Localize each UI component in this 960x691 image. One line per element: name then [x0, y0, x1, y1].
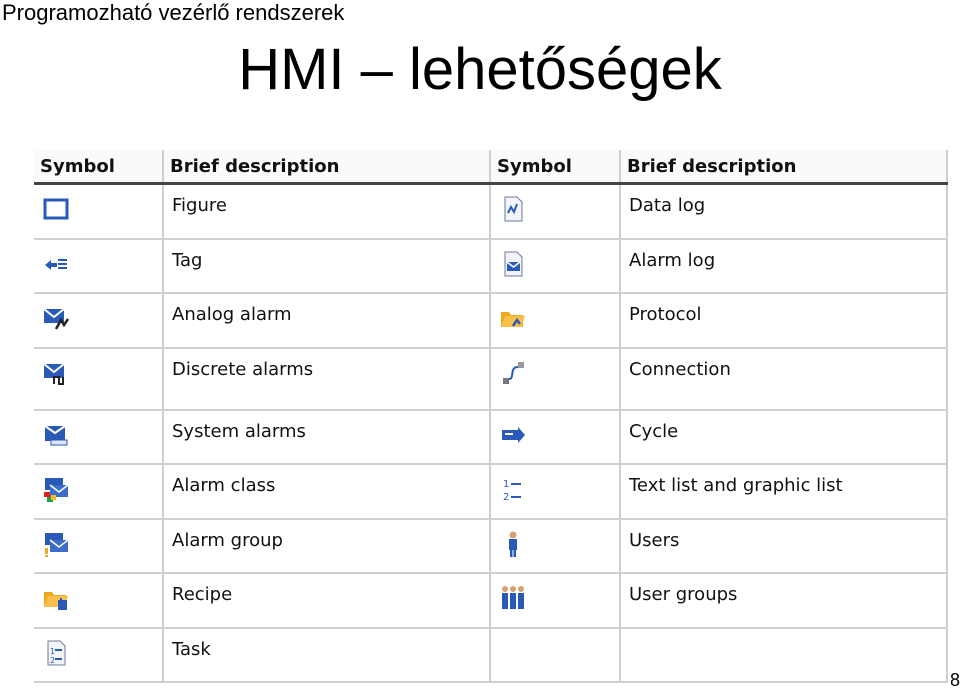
- alarm-log-icon: [499, 250, 527, 278]
- description-text: Alarm log: [629, 249, 716, 271]
- description-text: Figure: [172, 195, 227, 216]
- description-cell: [163, 628, 490, 682]
- symbol-cell: [34, 410, 163, 464]
- table-row: [34, 410, 947, 464]
- description-text: Protocol: [629, 303, 702, 325]
- svg-text:1: 1: [503, 478, 510, 490]
- symbol-cell: [490, 464, 620, 519]
- description-text: Data log: [629, 195, 706, 216]
- table-row: [34, 573, 947, 628]
- column-header-description: Brief description: [163, 150, 490, 184]
- symbol-cell: [490, 293, 620, 348]
- table-row: [34, 464, 947, 519]
- table-row: [34, 239, 947, 293]
- description-cell: [163, 519, 490, 573]
- description-text: Discrete alarms: [172, 358, 314, 380]
- symbol-cell: [490, 348, 620, 410]
- user-groups-icon: [499, 584, 527, 612]
- description-text: Alarm group: [172, 529, 283, 551]
- figure-icon: [42, 195, 70, 223]
- column-header-symbol: Symbol: [34, 150, 163, 184]
- analog-alarm-icon: [42, 304, 70, 332]
- description-cell: [620, 519, 947, 573]
- description-cell: [620, 184, 947, 239]
- system-alarms-icon: [42, 421, 70, 449]
- svg-text:2: 2: [503, 491, 510, 503]
- column-header-symbol-2: Symbol: [490, 150, 620, 184]
- table-row: [34, 628, 947, 682]
- description-text: Task: [172, 638, 211, 660]
- description-cell: [620, 628, 947, 682]
- symbol-cell: [34, 519, 163, 573]
- alarm-group-icon: [42, 530, 70, 558]
- symbol-cell: [34, 628, 163, 682]
- symbol-cell: [34, 184, 163, 239]
- symbol-cell: [34, 464, 163, 519]
- table-row: [34, 184, 947, 239]
- description-cell: [163, 184, 490, 239]
- svg-text:2: 2: [50, 655, 56, 665]
- task-icon: [42, 639, 70, 667]
- tag-icon: [42, 250, 70, 278]
- column-header-description-2: Brief description: [620, 150, 947, 184]
- svg-text:1: 1: [50, 646, 56, 656]
- symbol-cell: [34, 348, 163, 410]
- description-cell: [620, 410, 947, 464]
- alarm-class-icon: [42, 475, 70, 503]
- symbol-cell: [490, 184, 620, 239]
- table-header-row: [34, 150, 947, 184]
- symbol-cell: [490, 519, 620, 573]
- table-row: [34, 519, 947, 573]
- data-log-icon: [499, 195, 527, 223]
- symbol-cell: [490, 573, 620, 628]
- description-text: Recipe: [172, 583, 233, 605]
- description-cell: [620, 573, 947, 628]
- description-cell: [620, 464, 947, 519]
- description-cell: [620, 239, 947, 293]
- description-text: Tag: [172, 249, 203, 271]
- course-title: Programozható vezérlő rendszerek: [2, 0, 345, 25]
- slide-title: HMI – lehetőségek: [238, 37, 722, 102]
- protocol-icon: [499, 304, 527, 332]
- description-cell: [620, 348, 947, 410]
- description-cell: [163, 348, 490, 410]
- description-cell: [163, 464, 490, 519]
- description-cell: [163, 410, 490, 464]
- recipe-icon: [42, 584, 70, 612]
- symbol-cell: [34, 573, 163, 628]
- symbol-cell: [34, 239, 163, 293]
- description-text: Analog alarm: [172, 303, 292, 325]
- description-cell: [620, 293, 947, 348]
- hmi-symbol-table: [34, 150, 948, 683]
- description-text: Alarm class: [172, 474, 276, 496]
- symbol-cell: [490, 628, 620, 682]
- cycle-icon: [499, 421, 527, 449]
- description-cell: [163, 573, 490, 628]
- description-cell: [163, 239, 490, 293]
- discrete-alarms-icon: [42, 359, 70, 387]
- description-text: Text list and graphic list: [629, 474, 843, 496]
- description-text: Users: [629, 529, 680, 551]
- description-cell: [163, 293, 490, 348]
- symbol-cell: [490, 410, 620, 464]
- page-number: 8: [949, 670, 960, 690]
- description-text: Connection: [629, 358, 731, 380]
- symbol-cell: [490, 239, 620, 293]
- description-text: User groups: [629, 583, 738, 605]
- description-text: Cycle: [629, 420, 679, 442]
- table-row: [34, 293, 947, 348]
- text-list-icon: [499, 475, 527, 503]
- table-row: [34, 348, 947, 410]
- connection-icon: [499, 359, 527, 387]
- description-text: System alarms: [172, 420, 306, 442]
- user-icon: [499, 530, 527, 558]
- symbol-cell: [34, 293, 163, 348]
